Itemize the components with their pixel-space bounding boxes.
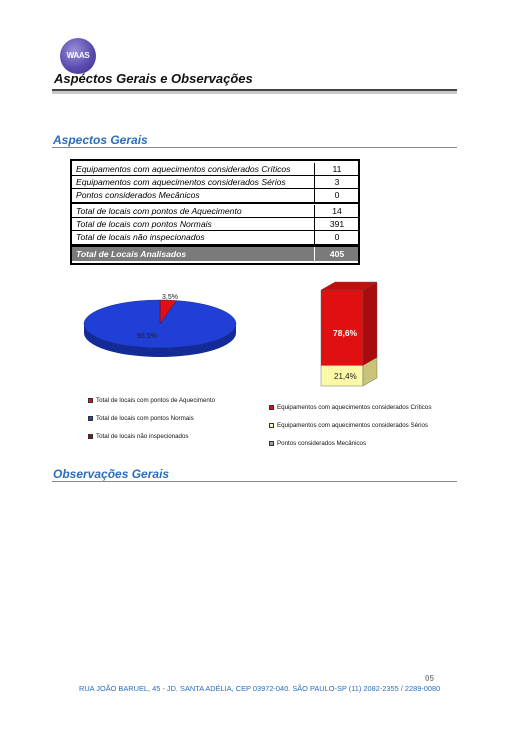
row-value: 0 [334,232,340,242]
row-label: Total de locais com pontos Normais [76,219,212,229]
summary-table [70,159,360,265]
row-value: 14 [332,206,342,216]
legend-label: Equipamentos com aquecimentos considerados Sérios [277,422,428,429]
title-rule-shadow [52,91,457,94]
table-row [72,231,358,244]
pie-legend-item [88,415,194,422]
legend-swatch [88,434,93,439]
legend-label: Total de locais não inspecionados [96,433,189,440]
row-label: Total de locais não inspecionados [76,232,205,242]
total-label: Total de Locais Analisados [76,249,187,259]
legend-swatch [269,423,274,428]
legend-swatch [88,398,93,403]
bar-legend-item [269,404,431,411]
legend-swatch [88,416,93,421]
legend-swatch [269,405,274,410]
legend-label: Total de locais com pontos de Aquecimento [96,397,216,404]
section-title-general: Aspectos Gerais [53,133,148,147]
company-logo: WAAS [60,38,96,74]
row-label: Total de locais com pontos de Aquecimento [76,206,242,216]
table-row [72,163,358,176]
section-title-observations: Observações Gerais [53,467,170,481]
pie-chart [75,288,245,368]
table-total-row [72,247,358,261]
page-number: 05 [425,674,434,683]
bar-label-serious: 21,4% [334,372,357,381]
legend-swatch [269,441,274,446]
bar-legend-item [269,422,428,429]
section-rule-observations [52,481,457,482]
table-divider [72,202,358,204]
pie-label-heating: 3,5% [162,294,178,301]
page-title: Aspéctos Gerais e Observações [54,71,253,86]
pie-legend-item [88,433,189,440]
table-row [72,205,358,218]
footer-address: RUA JOÃO BARUEL, 45 - JD. SANTA ADÉLIA, CEP 03972-040. SÃO PAULO-SP (11) 2082-2355 / 2289-0080 [79,684,441,693]
pie-slice [84,300,236,348]
bar-legend-item [269,440,366,447]
row-label: Equipamentos com aquecimentos considerados Sérios [76,177,286,187]
total-value: 405 [329,249,345,259]
row-label: Equipamentos com aquecimentos considerados Críticos [76,164,291,174]
table-row [72,176,358,189]
legend-label: Equipamentos com aquecimentos considerados Críticos [277,404,432,411]
table-row [72,189,358,202]
legend-label: Pontos considerados Mecânicos [277,440,367,447]
pie-legend-item [88,397,215,404]
legend-label: Total de locais com pontos Normais [96,415,194,422]
row-value: 3 [334,177,340,187]
row-value: 11 [332,164,342,174]
section-rule-general [52,147,457,148]
row-label: Pontos considerados Mecânicos [76,190,200,200]
table-row [72,218,358,231]
row-value: 391 [329,219,345,229]
pie-label-normal: 96,5% [137,333,157,340]
bar-label-critical: 78,6% [333,328,358,338]
bar-segment-side [363,282,377,365]
row-value: 0 [334,190,340,200]
